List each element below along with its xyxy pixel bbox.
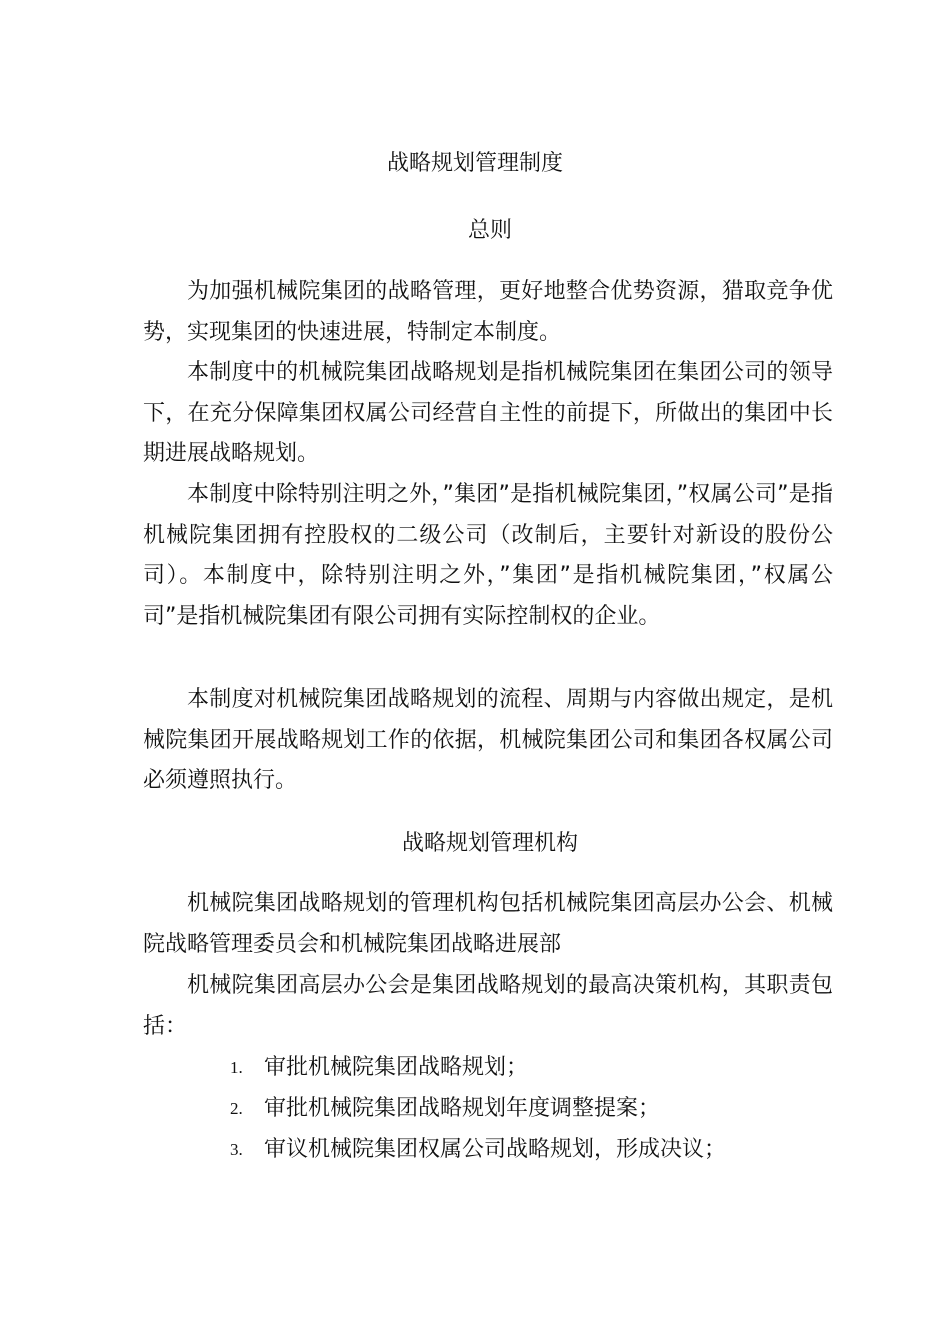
- list-number: 3.: [230, 1140, 243, 1159]
- paragraph: 本制度中除特别注明之外，”集团”是指机械院集团，”权属公司”是指机械院集团拥有控股权的二级公司（改制后，主要针对新设的股份公司）。本制度中，除特别注明之外，”集团”是指机械院集团，”权属公司”是指机械院集团有限公司拥有实际控制权的企业。: [143, 482, 833, 629]
- list-item: [0, 1048, 950, 1088]
- list-text: 审议机械院集团权属公司战略规划，形成决议；: [264, 1137, 727, 1162]
- section-heading-general: 总则: [467, 218, 512, 243]
- list-item: [0, 1089, 950, 1129]
- paragraph: 机械院集团高层办公会是集团战略规划的最高决策机构，其职责包括：: [143, 973, 833, 1039]
- list-text: 审批机械院集团战略规划年度调整提案；: [264, 1096, 661, 1121]
- paragraph: 本制度对机械院集团战略规划的流程、周期与内容做出规定，是机械院集团开展战略规划工作的依据，机械院集团公司和集团各权属公司必须遵照执行。: [143, 687, 833, 793]
- list-number: 2.: [230, 1099, 243, 1118]
- paragraph: 为加强机械院集团的战略管理，更好地整合优势资源，猎取竞争优势，实现集团的快速进展，特制定本制度。: [143, 279, 833, 345]
- paragraph: 本制度中的机械院集团战略规划是指机械院集团在集团公司的领导下，在充分保障集团权属公司经营自主性的前提下，所做出的集团中长期进展战略规划。: [143, 360, 833, 466]
- section-heading-management-org: 战略规划管理机构: [401, 831, 578, 856]
- document-title: 战略规划管理制度: [386, 151, 563, 176]
- paragraph: 机械院集团战略规划的管理机构包括机械院集团高层办公会、机械院战略管理委员会和机械院集团战略进展部: [143, 891, 833, 957]
- list-number: 1.: [230, 1058, 243, 1077]
- list-item: [0, 1130, 950, 1170]
- list-text: 审批机械院集团战略规划；: [264, 1055, 529, 1080]
